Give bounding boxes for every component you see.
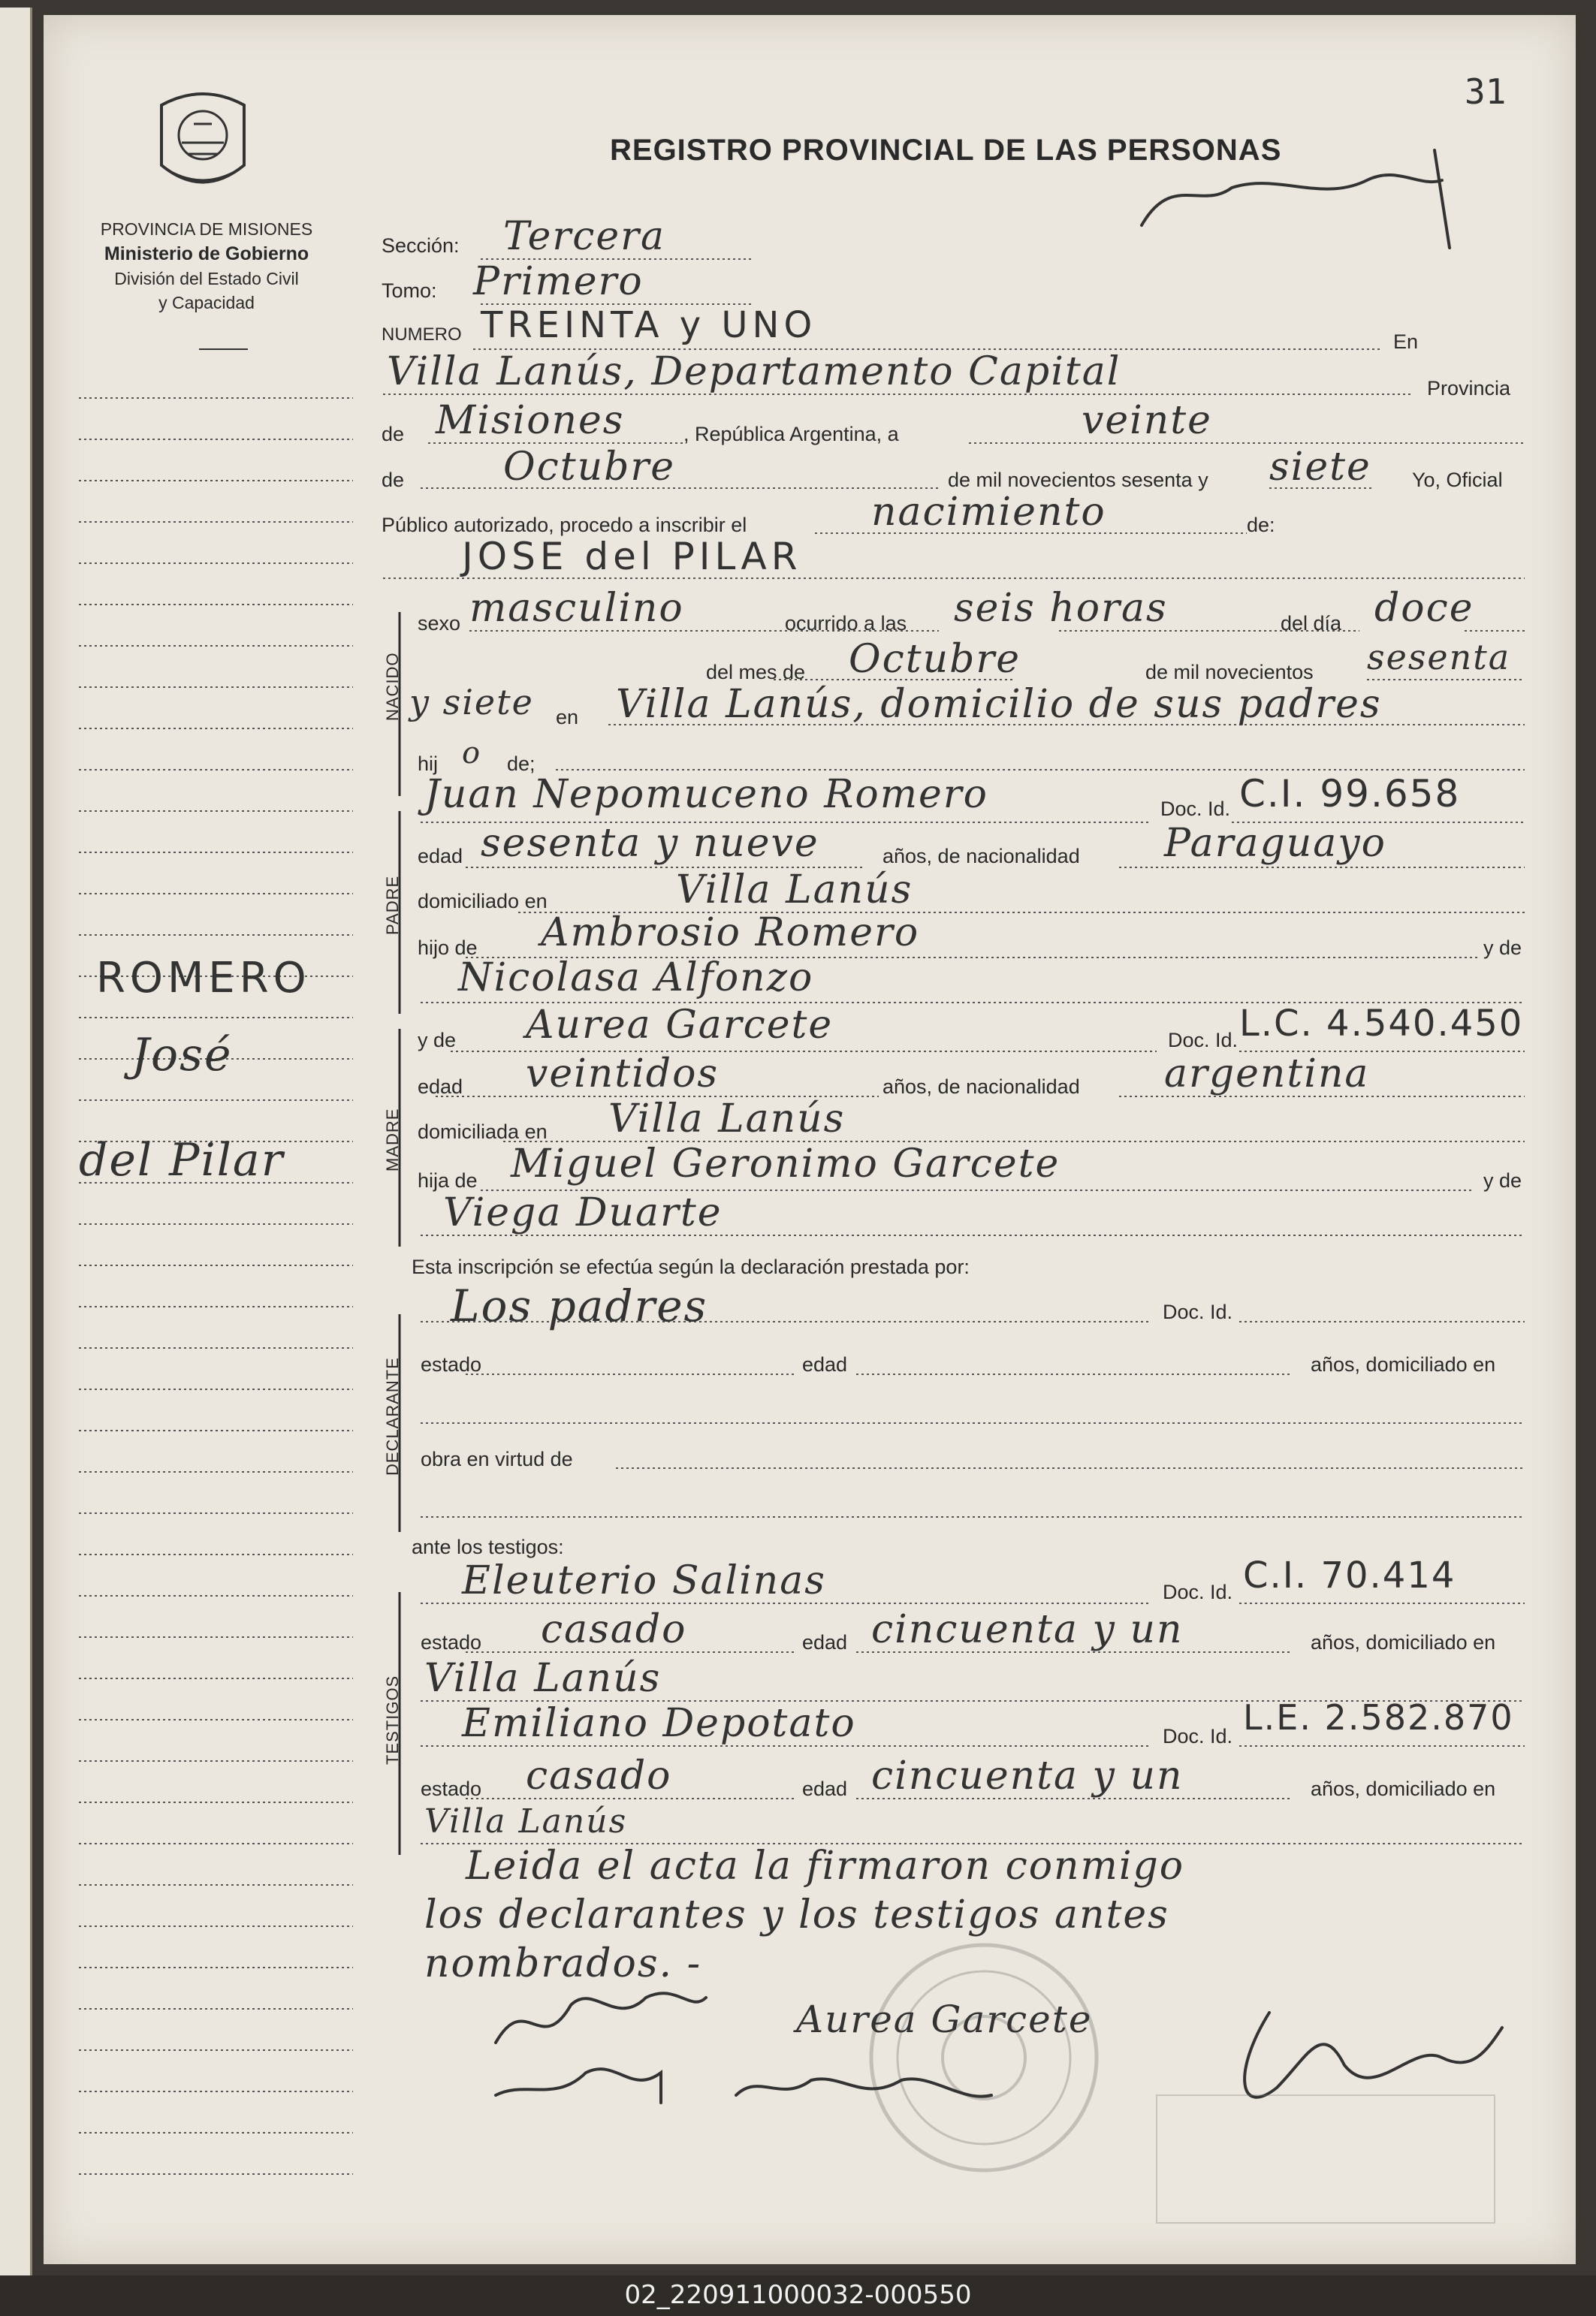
value-acto: nacimiento: [871, 490, 1106, 535]
closing-line-3: nombrados. -: [424, 1941, 702, 1986]
issuer-capacity: y Capacidad: [158, 293, 255, 312]
file-label: 02_220911000032-000550: [624, 2280, 972, 2310]
official-stamp: [871, 1945, 1097, 2170]
section-label-madre: MADRE: [383, 1108, 402, 1172]
value-madre-nombre: Aurea Garcete: [526, 1003, 834, 1048]
signature-oficial: [1245, 2013, 1502, 2097]
section-label-testigos: TESTIGOS: [383, 1675, 402, 1765]
label-tomo: Tomo:: [382, 279, 437, 302]
label-madre-y-de: y de: [1483, 1169, 1522, 1192]
label-obra: obra en virtud de: [421, 1448, 573, 1470]
label-de-semicolon: de;: [507, 752, 536, 775]
label-testigo-1-estado: estado: [421, 1631, 482, 1654]
signature-padre: [496, 1993, 706, 2043]
label-testigo-2-domicilio: años, domiciliado en: [1311, 1778, 1496, 1800]
section-label-declarante: DECLARANTE: [383, 1357, 402, 1476]
label-del-mes: del mes de: [706, 661, 806, 683]
value-testigo-2-estado: casado: [526, 1754, 672, 1799]
label-seccion: Sección:: [382, 234, 460, 257]
value-dia: doce: [1374, 586, 1474, 631]
label-inscripcion: Esta inscripción se efectúa según la declaración prestada por:: [412, 1256, 970, 1278]
signature-testigo-2: [736, 2079, 991, 2096]
value-testigo-2-edad: cincuenta y un: [871, 1754, 1184, 1799]
value-padre-nacionalidad: Paraguayo: [1164, 821, 1386, 866]
value-padre-madre: Nicolasa Alfonzo: [458, 955, 814, 1000]
coat-of-arms: [161, 94, 244, 182]
value-testigo-1-doc: C.I. 70.414: [1243, 1555, 1456, 1597]
label-de-colon: de:: [1247, 514, 1275, 536]
value-testigo-2-doc: L.E. 2.582.870: [1243, 1697, 1514, 1738]
label-mil-novecientos: de mil novecientos: [1145, 661, 1314, 683]
value-madre-doc: L.C. 4.540.450: [1239, 1003, 1524, 1045]
label-testigo-1-doc: Doc. Id.: [1163, 1581, 1233, 1603]
label-padre-domicilio: domiciliado en: [418, 890, 548, 912]
label-provincia: Provincia: [1427, 377, 1511, 400]
value-lugar: Villa Lanús, Departamento Capital: [387, 349, 1121, 394]
closing-line-2: los declarantes y los testigos antes: [424, 1892, 1169, 1938]
label-en: En: [1393, 330, 1419, 353]
label-hija-de: hija de: [418, 1169, 478, 1192]
margin-surname: ROMERO: [96, 954, 311, 1003]
value-testigo-1-domicilio: Villa Lanús: [424, 1656, 662, 1701]
label-de-provincia: de: [382, 423, 405, 445]
signature-madre: Aurea Garcete: [796, 1998, 1093, 2041]
label-madre-edad: edad: [418, 1075, 463, 1098]
value-testigo-2-domicilio: Villa Lanús: [424, 1802, 628, 1841]
section-label-padre: PADRE: [383, 875, 402, 935]
closing-line-1: Leida el acta la firmaron conmigo: [466, 1844, 1185, 1889]
label-padre-y-de: y de: [1483, 936, 1522, 959]
value-declarante: Los padres: [451, 1280, 708, 1331]
label-testigo-1-domicilio: años, domiciliado en: [1311, 1631, 1496, 1654]
label-de-mes: de: [382, 469, 405, 491]
value-hora: seis horas: [954, 586, 1168, 631]
margin-given-name-2: del Pilar: [79, 1134, 285, 1187]
label-del-dia: del día: [1281, 612, 1342, 635]
label-declarante-doc: Doc. Id.: [1163, 1301, 1233, 1323]
label-republica: , República Argentina, a: [683, 423, 899, 445]
value-madre-madre: Viega Duarte: [443, 1190, 723, 1235]
label-declarante-domicilio: años, domiciliado en: [1311, 1353, 1496, 1376]
value-padre-doc: C.I. 99.658: [1239, 772, 1461, 816]
label-padre-doc: Doc. Id.: [1160, 798, 1231, 820]
margin-given-name: José: [131, 1029, 233, 1081]
label-ocurrido: ocurrido a las: [785, 612, 907, 635]
value-padre-nombre: Juan Nepomuceno Romero: [424, 772, 988, 817]
label-numero: NUMERO: [382, 324, 462, 345]
margin-dotted-lines: [79, 398, 353, 2174]
value-provincia: Misiones: [436, 398, 625, 443]
label-hij: hij: [418, 752, 439, 775]
value-seccion: Tercera: [503, 214, 666, 259]
faint-seal-box: [1157, 2095, 1495, 2223]
value-domicilio-nacimiento: Villa Lanús, domicilio de sus padres: [616, 682, 1382, 727]
value-hij-suffix: o: [462, 736, 482, 770]
label-yo-oficial: Yo, Oficial: [1412, 469, 1503, 491]
page-title: REGISTRO PROVINCIAL DE LAS PERSONAS: [610, 134, 1282, 167]
label-testigo-2-doc: Doc. Id.: [1163, 1725, 1233, 1748]
label-ante-testigos: ante los testigos:: [412, 1536, 564, 1558]
value-anio: sesenta: [1367, 637, 1511, 677]
value-testigo-1: Eleuterio Salinas: [462, 1558, 826, 1603]
value-testigo-2: Emiliano Depotato: [462, 1701, 856, 1746]
label-mil-sesenta: de mil novecientos sesenta y: [948, 469, 1208, 491]
label-testigo-2-estado: estado: [421, 1778, 482, 1800]
value-tomo: Primero: [473, 259, 644, 304]
label-padre-nacionalidad: años, de nacionalidad: [882, 845, 1080, 867]
label-testigo-2-edad: edad: [802, 1778, 848, 1800]
value-dia-registro: veinte: [1082, 398, 1212, 443]
signature-testigo-1: [496, 2069, 661, 2103]
label-declarante-edad: edad: [802, 1353, 848, 1376]
value-anio-registro: siete: [1269, 445, 1371, 490]
value-madre-padre: Miguel Geronimo Garcete: [511, 1141, 1060, 1187]
page-number: 31: [1465, 71, 1507, 112]
label-testigo-1-edad: edad: [802, 1631, 848, 1654]
value-testigo-1-edad: cincuenta y un: [871, 1607, 1184, 1652]
value-nombre: JOSE del PILAR: [462, 535, 802, 578]
label-hijo-de: hijo de: [418, 936, 478, 959]
issuer-ministry: Ministerio de Gobierno: [104, 243, 309, 264]
label-declarante-estado: estado: [421, 1353, 482, 1376]
value-sexo: masculino: [469, 586, 684, 631]
value-padre-padre: Ambrosio Romero: [541, 910, 920, 955]
label-madre-domicilio: domiciliada en: [418, 1120, 548, 1143]
label-en-lugar: en: [556, 706, 579, 728]
issuer-province: PROVINCIA DE MISIONES: [100, 219, 313, 239]
label-sexo: sexo: [418, 612, 461, 635]
label-madre-nacionalidad: años, de nacionalidad: [882, 1075, 1080, 1098]
value-mes: Octubre: [849, 637, 1021, 682]
label-padre-edad: edad: [418, 845, 463, 867]
value-numero: TREINTA y UNO: [481, 304, 817, 346]
value-padre-domicilio: Villa Lanús: [676, 867, 913, 912]
label-madre-y-de: y de: [418, 1029, 457, 1051]
value-madre-nacionalidad: argentina: [1164, 1051, 1370, 1096]
value-mes-registro: Octubre: [503, 445, 676, 490]
label-madre-doc: Doc. Id.: [1168, 1029, 1238, 1051]
value-madre-domicilio: Villa Lanús: [608, 1096, 846, 1141]
label-publico: Público autorizado, procedo a inscribir el: [382, 514, 747, 536]
value-anio-2: y siete: [409, 682, 534, 722]
issuer-division: División del Estado Civil: [114, 269, 299, 288]
value-padre-edad: sesenta y nueve: [481, 821, 819, 866]
section-label-nacido: NACIDO: [383, 652, 402, 721]
value-testigo-1-estado: casado: [541, 1607, 687, 1652]
value-madre-edad: veintidos: [526, 1051, 720, 1096]
